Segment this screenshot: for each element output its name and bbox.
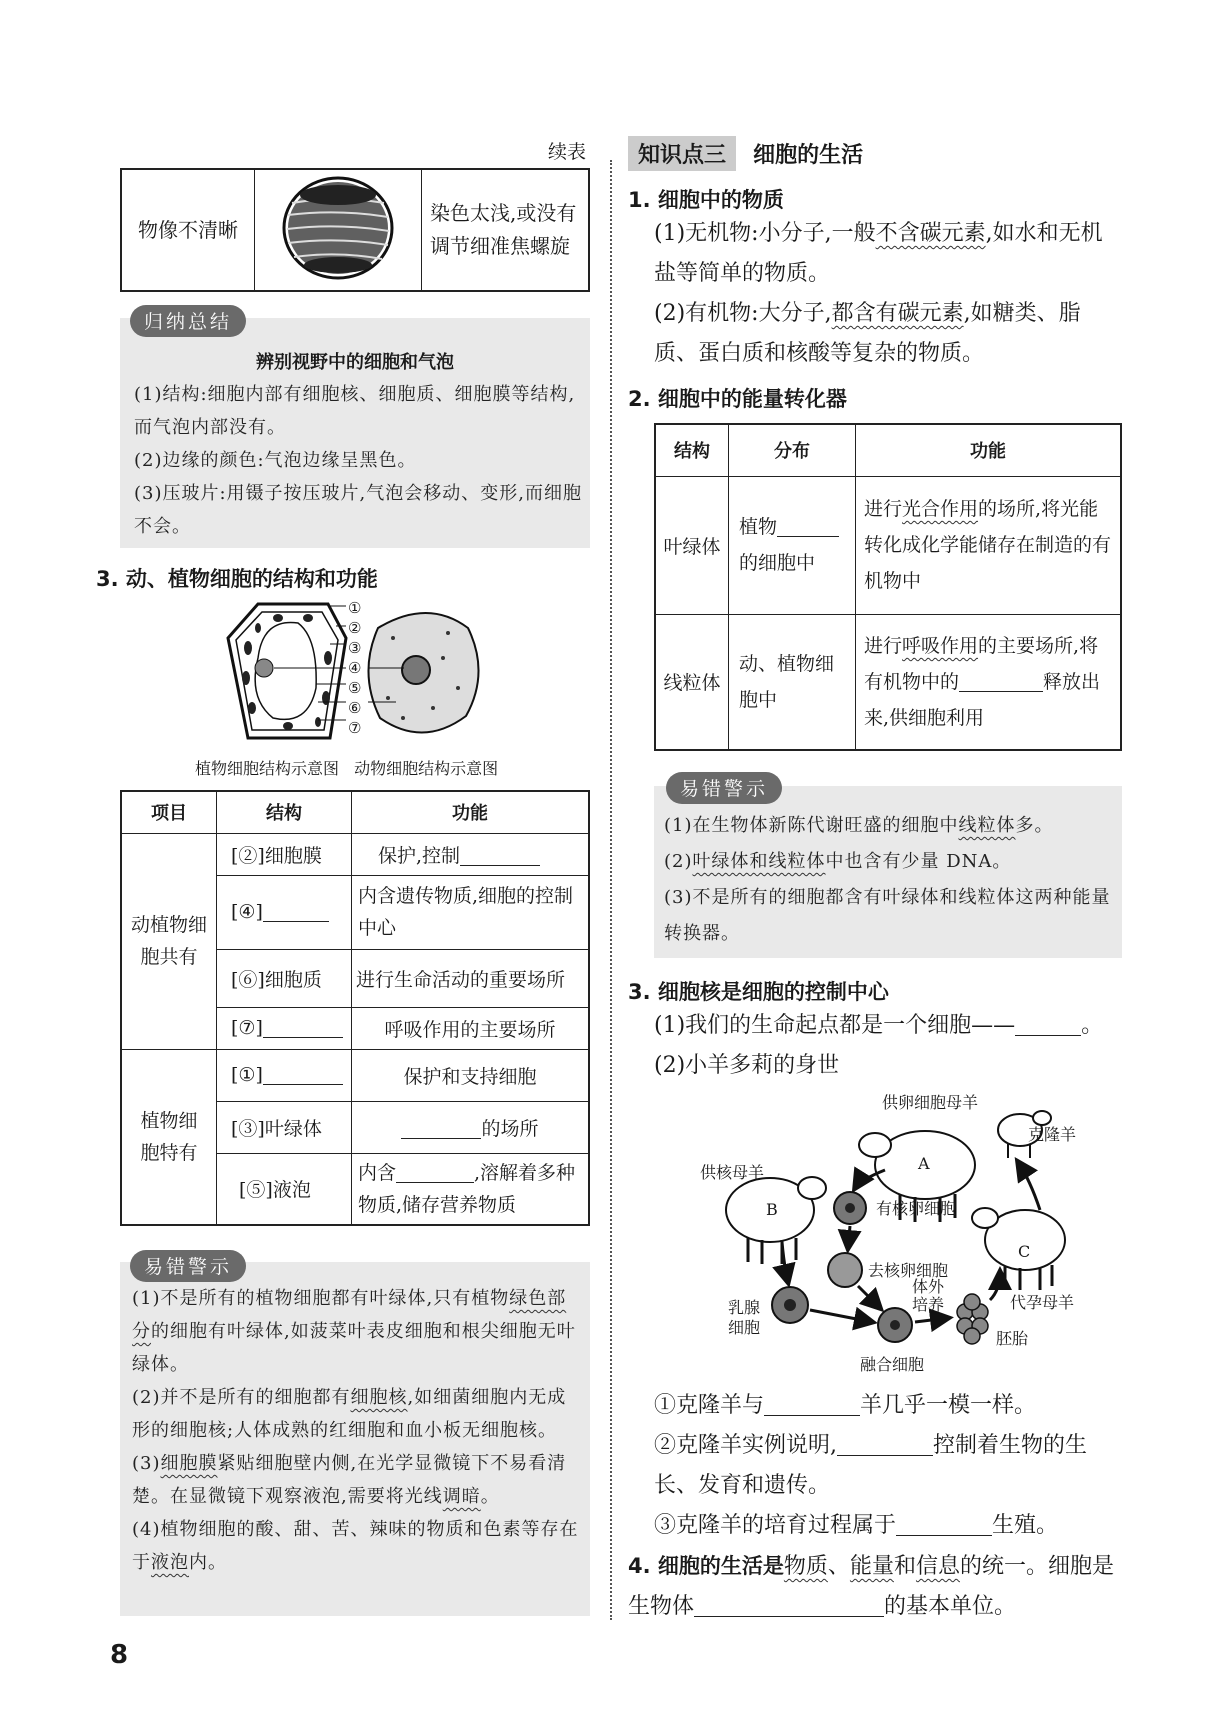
- label-surrogate: 代孕母羊: [1010, 1293, 1075, 1312]
- fill-blank[interactable]: [694, 1594, 884, 1617]
- s2-title: 2. 细胞中的能量转化器: [628, 387, 847, 411]
- question-line: ①克隆羊与 羊几乎一模一样。: [654, 1393, 1037, 1418]
- fill-blank[interactable]: [396, 1163, 474, 1183]
- function-cell: 保护和支持细胞: [403, 1065, 537, 1088]
- warning-tag: 易错警示: [130, 1250, 246, 1282]
- diagram-number-labels: [348, 598, 361, 738]
- function-cell: 进行生命活动的重要场所: [356, 968, 566, 991]
- fill-blank[interactable]: [460, 846, 540, 866]
- structure-cell: [③]叶绿体: [231, 1117, 322, 1140]
- warning-item: (4)植物细胞的酸、甜、苦、辣味的物质和色素等存在于液泡内。: [132, 1519, 579, 1573]
- page-number: 8: [110, 1640, 129, 1670]
- structure-cell: 线粒体: [655, 614, 729, 750]
- s1-paragraph: (1)无机物:小分子,一般不含碳元素,如水和无机盐等简单的物质。: [654, 221, 1103, 286]
- label-nucleus-donor: 供核母羊: [700, 1163, 765, 1182]
- table-row: [121, 1049, 589, 1101]
- summary-tag: 归纳总结: [130, 305, 246, 337]
- clone-questions: [654, 1386, 1124, 1546]
- structure-cell: [①]: [231, 1064, 263, 1086]
- label-nucleated-egg: 有核卵细胞: [876, 1199, 957, 1218]
- table-row: [655, 614, 1121, 750]
- diagram-label-6: ⑥: [348, 699, 362, 717]
- question-line: ③克隆羊的培育过程属于 生殖。: [654, 1513, 1059, 1538]
- diagram-label-1: ①: [348, 599, 362, 617]
- header-cell: 功能: [856, 424, 1122, 476]
- label-egg-donor: 供卵细胞母羊: [882, 1093, 979, 1112]
- structure-cell: [④]: [231, 901, 263, 923]
- fill-blank[interactable]: [837, 1433, 933, 1456]
- caption-animal: 动物细胞结构示意图: [354, 759, 499, 778]
- column-divider: [610, 160, 612, 1620]
- fill-blank[interactable]: [1015, 1013, 1081, 1036]
- warning-item: (3)细胞膜紧贴细胞壁内侧,在光学显微镜下不易看清楚。在显微镜下观察液泡,需要将光线调暗。: [132, 1453, 567, 1507]
- table-header-row: [121, 791, 589, 833]
- knowledge-point-tag: 知识点三: [628, 136, 736, 171]
- warning-item: (2)并不是所有的细胞都有细胞核,如细菌细胞内无成形的细胞核;人体成熟的红细胞和血小板无细胞核。: [132, 1387, 567, 1441]
- structure-cell: 叶绿体: [655, 476, 729, 614]
- table-cell-image: [255, 169, 422, 291]
- fill-blank[interactable]: [764, 1393, 860, 1416]
- warning-item: (2)叶绿体和线粒体中也含有少量 DNA。: [664, 851, 1012, 872]
- label-enucleated-egg: 去核卵细胞: [868, 1261, 949, 1280]
- question-line: ②克隆羊实例说明, 控制着生物的生长、发育和遗传。: [654, 1433, 1088, 1498]
- caption-plant: 植物细胞结构示意图: [195, 759, 340, 778]
- s3-paragraph: (2)小羊多莉的身世: [654, 1053, 840, 1078]
- function-cell: 进行光合作用的场所,将光能转化成化学能储存在制造的有机物中: [856, 476, 1122, 614]
- structure-cell: [⑦]: [231, 1017, 263, 1039]
- table-cell-item: 物像不清晰: [121, 169, 255, 291]
- function-cell: ,溶解着多种物质,储存营养物质: [358, 1161, 576, 1216]
- warning-list-right: [664, 808, 1116, 952]
- label-clone: 克隆羊: [1028, 1125, 1077, 1144]
- structure-function-table: [120, 790, 590, 1226]
- warning-tag: 易错警示: [666, 772, 782, 804]
- section-4: 4. 细胞的生活是物质、能量和信息的统一。细胞是生物体 的基本单位。: [628, 1554, 1114, 1619]
- s3-paragraph: (1)我们的生命起点都是一个细胞—— 。: [654, 1013, 1104, 1038]
- structure-cell: [⑤]液泡: [239, 1179, 311, 1202]
- summary-item: (3)压玻片:用镊子按压玻片,气泡会移动、变形,而细胞不会。: [134, 483, 583, 537]
- warning-item: (1)不是所有的植物细胞都有叶绿体,只有植物绿色部分的细胞有叶绿体,如菠菜叶表皮细胞和根尖细胞无叶绿体。: [132, 1288, 576, 1375]
- function-cell: 进行呼吸作用的主要场所,将有机物中的 释放出来,供细胞利用: [856, 614, 1122, 750]
- energy-converter-table: [654, 423, 1122, 751]
- letter-c: C: [1018, 1242, 1031, 1261]
- diagram-label-4: ④: [348, 659, 362, 677]
- table-row: [121, 833, 589, 875]
- fill-blank[interactable]: [896, 1513, 992, 1536]
- letter-a: A: [918, 1154, 930, 1173]
- summary-item: (1)结构:细胞内部有细胞核、细胞质、细胞膜等结构,而气泡内部没有。: [134, 384, 576, 438]
- continued-table: [120, 168, 590, 292]
- label-mammary: 乳腺细胞: [728, 1298, 761, 1337]
- structure-cell: [②]细胞膜: [231, 844, 322, 867]
- function-cell: 呼吸作用的主要场所: [384, 1018, 556, 1041]
- fill-blank[interactable]: [263, 1018, 343, 1038]
- clone-diagram-labels: [700, 1090, 1120, 1380]
- function-cell: 保护,控制: [378, 844, 461, 867]
- header-cell: 结构: [655, 424, 729, 476]
- knowledge-point-title: 细胞的生活: [753, 143, 864, 168]
- section-3-title: 3. 动、植物细胞的结构和功能: [96, 567, 378, 591]
- group-label: 植物细胞特有: [121, 1049, 217, 1225]
- continued-label: 续表: [548, 141, 587, 163]
- diagram-label-2: ②: [348, 619, 362, 637]
- s1-body: [654, 214, 1124, 374]
- function-cell: 内含遗传物质,细胞的控制中心: [352, 875, 590, 949]
- fill-blank[interactable]: [263, 902, 329, 922]
- s1-title: 1. 细胞中的物质: [628, 188, 784, 212]
- label-embryo: 胚胎: [996, 1329, 1029, 1348]
- warning-item: (3)不是所有的细胞都含有叶绿体和线粒体这两种能量转换器。: [664, 887, 1111, 944]
- diagram-label-5: ⑤: [348, 679, 362, 697]
- distribution-cell: 动、植物细胞中: [729, 614, 856, 750]
- summary-list: [134, 378, 584, 543]
- structure-cell: [⑥]细胞质: [231, 968, 322, 991]
- function-cell: 的场所: [481, 1117, 539, 1140]
- fill-blank[interactable]: [263, 1065, 343, 1085]
- warning-list-left: [132, 1282, 584, 1579]
- header-cell: 项目: [121, 791, 217, 833]
- blurry-microscope-image: [278, 173, 398, 283]
- table-row: 叶绿体 植物 的细胞中 进行光合作用的场所,将光能转化成化学能储存在制造的有机物中: [655, 476, 1121, 614]
- fill-blank[interactable]: [401, 1119, 481, 1139]
- s3-title: 3. 细胞核是细胞的控制中心: [628, 980, 889, 1004]
- function-cell: 内含: [358, 1161, 397, 1184]
- table-cell-reason: 染色太浅,或没有调节细准焦螺旋: [422, 169, 590, 291]
- fill-blank[interactable]: [777, 517, 839, 537]
- summary-title: 辨别视野中的细胞和气泡: [256, 352, 454, 373]
- letter-b: B: [766, 1200, 778, 1219]
- diagram-label-3: ③: [348, 639, 362, 657]
- warning-item: (1)在生物体新陈代谢旺盛的细胞中线粒体多。: [664, 815, 1054, 836]
- summary-item: (2)边缘的颜色:气泡边缘呈黑色。: [134, 450, 417, 471]
- header-cell: 结构: [217, 791, 352, 833]
- fill-blank[interactable]: [959, 672, 1043, 692]
- label-culture: 体外培养: [912, 1277, 945, 1314]
- group-label: 动植物细胞共有: [121, 833, 217, 1049]
- header-cell: 功能: [352, 791, 590, 833]
- s1-paragraph: (2)有机物:大分子,都含有碳元素,如糖类、脂质、蛋白质和核酸等复杂的物质。: [654, 301, 1081, 366]
- label-fused: 融合细胞: [860, 1355, 925, 1374]
- header-cell: 分布: [729, 424, 856, 476]
- diagram-label-7: ⑦: [348, 719, 362, 737]
